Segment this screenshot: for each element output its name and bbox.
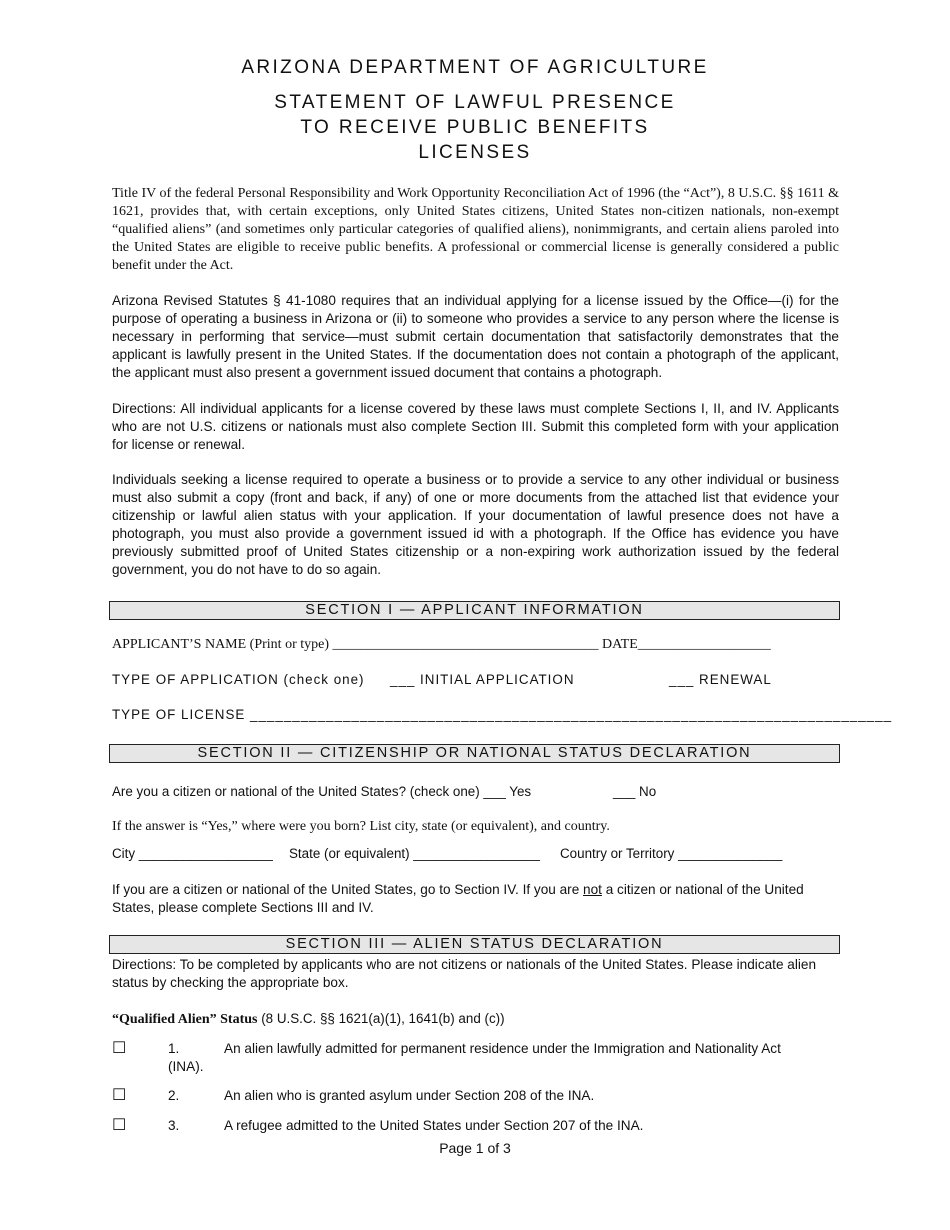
page-number: Page 1 of 3 bbox=[439, 1140, 511, 1156]
form-title-line-1: STATEMENT OF LAWFUL PRESENCE bbox=[274, 92, 676, 113]
checkbox-icon[interactable]: ☐ bbox=[112, 1117, 127, 1134]
application-type-label: TYPE OF APPLICATION (check one) bbox=[112, 672, 365, 687]
state-field[interactable]: State (or equivalent) _________________ bbox=[289, 846, 540, 861]
section-2-heading: SECTION II — CITIZENSHIP OR NATIONAL STATUS DECLARATION bbox=[109, 744, 840, 763]
form-title-line-2: TO RECEIVE PUBLIC BENEFITS bbox=[300, 117, 650, 138]
section-1-heading: SECTION I — APPLICANT INFORMATION bbox=[109, 601, 840, 620]
applicant-name-date-field[interactable]: APPLICANT’S NAME (Print or type) ______________________________________ DATE___________________ bbox=[112, 637, 771, 652]
intro-paragraph-statute: Arizona Revised Statutes § 41-1080 requires that an individual applying for a license issued by the Office—(i) for the purpose of operating a business in Arizona or (ii) to someone who provides a service to any person where the license is necessary in performing that service—must submit certain documentation that satisfactorily demonstrates that the applicant is lawfully present in the United States. If the documentation does not contain a photograph of the applicant, the applicant must also present a government issued document that contains a photograph. bbox=[112, 293, 839, 380]
citizen-no-checkbox[interactable]: ___ No bbox=[613, 784, 657, 799]
intro-paragraph-documents: Individuals seeking a license required to operate a business or to provide a service to any other individual or business must also submit a copy (front and back, if any) of one or more documents from the attached list that evidence your citizenship or lawful alien status with your application. If your documentation of lawful presence does not have a photograph, you must also provide a government issued id with a photograph. If the Office has evidence you have previously submitted proof of United States citizenship or a non-expiring work authorization issued by the federal government, you do not have to do so again. bbox=[112, 472, 839, 577]
form-title bbox=[0, 90, 950, 165]
intro-paragraph-act: Title IV of the federal Personal Responsibility and Work Opportunity Reconciliation Act of 1996 (the “Act”), 8 U.S.C. §§ 1611 & 1621, provides that, with certain exceptions, only United States citizens, United States non-citizen nationals, non-exempt “qualified aliens” (and sometimes only particular categories of qualified aliens), nonimmigrants, and certain aliens paroled into the United States are eligible to receive public benefits. A professional or commercial license is generally considered a public benefit under the Act. bbox=[112, 186, 839, 273]
city-field[interactable]: City __________________ bbox=[112, 846, 273, 861]
intro-paragraph-directions: Directions: All individual applicants for a license covered by these laws must complete Sections I, II, and IV. Applicants who are not U.S. citizens or nationals must also complete Section III. Submit this completed form with your application for license or renewal. bbox=[112, 401, 839, 452]
country-field[interactable]: Country or Territory ______________ bbox=[560, 846, 783, 861]
agency-title: ARIZONA DEPARTMENT OF AGRICULTURE bbox=[241, 57, 709, 78]
license-type-field[interactable]: TYPE OF LICENSE ____________________________________________________________________________ bbox=[112, 707, 893, 722]
section-2-instructions: If you are a citizen or national of the United States, go to Section IV. If you are not a citizen or national of the United States, please complete Sections III and IV. bbox=[112, 882, 804, 915]
section-3-heading: SECTION III — ALIEN STATUS DECLARATION bbox=[109, 935, 840, 954]
form-title-line-3: LICENSES bbox=[418, 142, 532, 163]
citizen-yes-checkbox[interactable]: Are you a citizen or national of the United States? (check one) ___ Yes bbox=[112, 784, 532, 799]
section-3-directions: Directions: To be completed by applicants who are not citizens or nationals of the United States. Please indicate alien status by checking the appropriate box. bbox=[112, 957, 817, 990]
checkbox-icon[interactable]: ☐ bbox=[112, 1040, 127, 1057]
renewal-checkbox[interactable]: ___ RENEWAL bbox=[669, 672, 772, 687]
qualified-alien-heading: “Qualified Alien” Status (8 U.S.C. §§ 1621(a)(1), 1641(b) and (c)) bbox=[112, 1011, 505, 1027]
document-page: ARIZONA DEPARTMENT OF AGRICULTURE STATEMENT OF LAWFUL PRESENCE TO RECEIVE PUBLIC BENEFITS LICENSES Title IV of the federal Personal Responsibility and Work Opportunity Reconciliation Act of 1996 (the “Act”), 8 U.S.C. §§ 1611 & 1621, provides that, with certain exceptions, only United States citizens, United States non-citizen nationals, non-exempt “qualified aliens” (and sometimes only particular categories of qualified aliens), nonimmigrants, and certain aliens paroled into the United States are eligible to receive public benefits. A professional or commercial license is generally considered a public benefit under the Act. Arizona Revised Statutes § 41-1080 requires that an individual applying for a license issued by the Office—(i) for the purpose of operating a business in Arizona or (ii) to someone who provides a service to any person where the license is necessary in performing that service—must submit certain documentation that satisfactorily demonstrates that the applicant is lawfully present in the United States. If the documentation does not contain a photograph of the applicant, the applicant must also present a government issued document that contains a photograph. Directions: All individual applicants for a license covered by these laws must complete Sections I, II, and IV. Applicants who are not U.S. citizens or nationals must also complete Section III. Submit this completed form with your application for license or renewal. Individuals seeking a license required to operate a business or to provide a service to any other individual or business must also submit a copy (front and back, if any) of one or more documents from the attached list that evidence your citizenship or lawful alien status with your application. If your documentation of lawful presence does not have a photograph, you must also provide a government issued id with a photograph. If the Office has evidence you have previously submitted proof of United States citizenship or a non-expiring work authorization issued by the federal government, you do not have to do so again. SECTION I — APPLICANT INFORMATION APPLICANT’S NAME (Print or type) ______________________________________ DATE___________________ TYPE OF APPLICATION (check one) ___ INITIAL APPLICATION ___ RENEWAL TYPE OF LICENSE ____________________________________________________________________________ SECTION II — CITIZENSHIP OR NATIONAL STATUS DECLARATION Are you a citizen or national of the United States? (check one) ___ Yes ___ No If the answer is “Yes,” where were you born? List city, state (or equivalent), and country. City __________________ State (or equivalent) _________________ Country or Territory ______________ If you are a citizen or national of the United States, go to Section IV. If you are not a citizen or national of the United States, please complete Sections III and IV. SECTION III — ALIEN STATUS DECLARATION Directions: To be completed by applicants who are not citizens or nationals of the United States. Please indicate alien status by checking the appropriate box. “Qualified Alien” Status (8 U.S.C. §§ 1621(a)(1), 1641(b) and (c)) ☐ 1. An alien lawfully admitted for permanent residence under the Immigration and Nationality Act (INA). ☐ 2. An alien who is granted asylum under Section 208 of the INA. ☐ 3. A refugee admitted to the United States under Section 207 of the INA. Page 1 of 3 bbox=[0, 0, 950, 1230]
birthplace-instructions: If the answer is “Yes,” where were you born? List city, state (or equivalent), and country. bbox=[112, 819, 610, 834]
checkbox-icon[interactable]: ☐ bbox=[112, 1087, 127, 1104]
initial-application-checkbox[interactable]: ___ INITIAL APPLICATION bbox=[390, 672, 575, 687]
